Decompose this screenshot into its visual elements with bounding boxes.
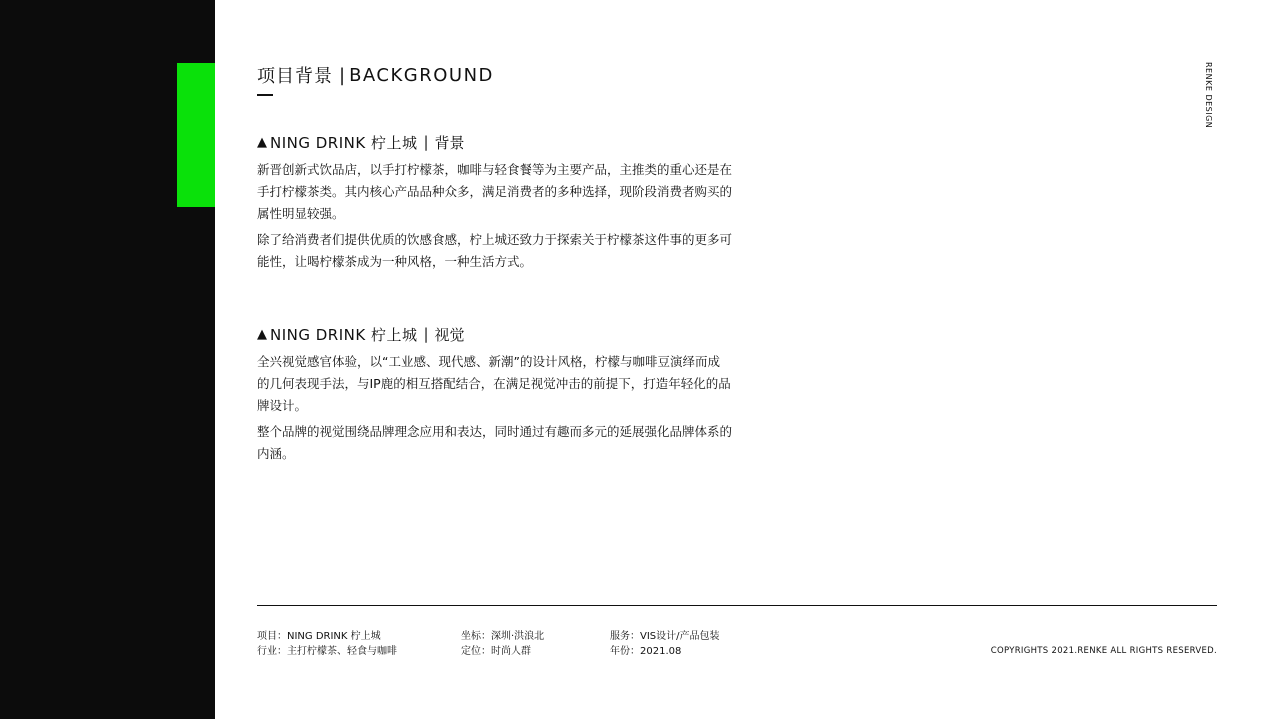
section-separator: | [423, 325, 429, 343]
section-heading [257, 131, 732, 153]
title-underline [257, 94, 273, 96]
copyright-text: COPYRIGHTS 2021.RENKE ALL RIGHTS RESERVED. [990, 646, 1217, 656]
vertical-brand [1204, 62, 1218, 132]
section-topic: 视觉 [434, 325, 465, 344]
page-title-en: BACKGROUND [349, 64, 494, 86]
footer-line: 服务：VIS设计/产品包装 [610, 631, 720, 642]
green-accent-block [177, 63, 215, 207]
section-background [257, 131, 732, 273]
section-paragraph: 整个品牌的视觉围绕品牌理念应用和表达，同时通过有趣而多元的延展强化品牌体系的内涵。 [257, 424, 733, 461]
section-brand: NING DRINK 柠上城 [270, 133, 418, 152]
page-title-separator: | [339, 64, 346, 86]
footer-service-info [610, 629, 720, 659]
section-paragraph: 全兴视觉感官体验，以“工业感、现代感、新潮”的设计风格，柠檬与咖啡豆演绎而成的几何表现手法，与IP鹿的相互搭配结合，在满足视觉冲击的前提下，打造年轻化的品牌设计。 [257, 354, 731, 413]
page-title-cn: 项目背景 [257, 66, 333, 87]
section-paragraph: 除了给消费者们提供优质的饮感食感，柠上城还致力于探索关于柠檬茶这件事的更多可能性，让喝柠檬茶成为一种风格，一种生活方式。 [257, 232, 733, 269]
footer-line: 年份：2021.08 [610, 646, 682, 657]
page-title [257, 62, 494, 88]
footer-line: 定位：时尚人群 [461, 646, 531, 657]
footer-location-info [461, 629, 544, 659]
section-topic: 背景 [434, 133, 465, 152]
footer-line: 行业：主打柠檬茶、轻食与咖啡 [257, 646, 397, 657]
footer-project-info [257, 629, 397, 659]
section-visual [257, 323, 732, 465]
triangle-icon: ▲ [257, 134, 267, 150]
footer-line: 坐标：深圳·洪浪北 [461, 631, 545, 642]
section-paragraph: 新晋创新式饮品店，以手打柠檬茶，咖啡与轻食餐等为主要产品，主推类的重心还是在手打柠檬茶类。其内核心产品品种众多，满足消费者的多种选择，现阶段消费者购买的属性明显较强。 [257, 162, 733, 221]
section-brand: NING DRINK 柠上城 [270, 325, 418, 344]
triangle-icon: ▲ [257, 326, 267, 342]
section-separator: | [423, 133, 429, 151]
footer-line: 项目：NING DRINK 柠上城 [257, 631, 381, 642]
vertical-brand-text: RENKE DESIGN [1204, 62, 1213, 129]
section-heading [257, 323, 732, 345]
footer-divider [257, 605, 1217, 606]
